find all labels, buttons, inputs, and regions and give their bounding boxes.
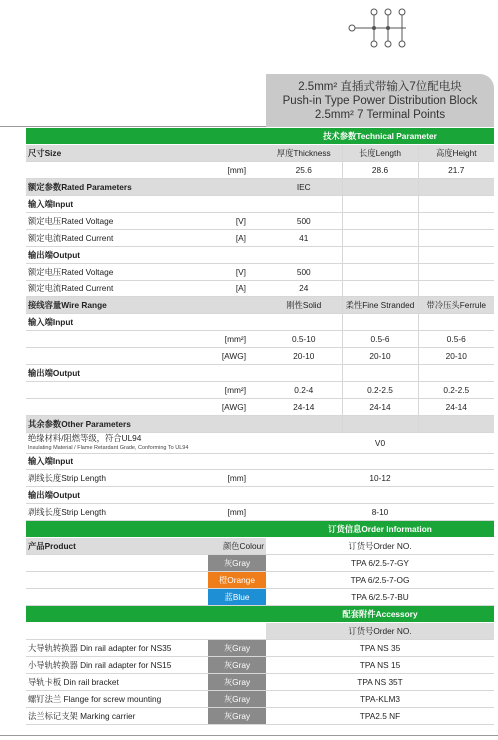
out-solid-awg: 24-14 [266, 398, 342, 415]
voltage-in-value: 500 [266, 212, 342, 229]
voltage-unit: [V] [186, 263, 266, 280]
wire-input-row [26, 314, 494, 331]
colour-label: 颜色Colour [186, 537, 266, 554]
strip-unit: [mm] [186, 504, 266, 521]
order-row [26, 588, 494, 605]
accessory-row [26, 639, 494, 656]
rated-voltage-label: 额定电压Rated Voltage [26, 263, 186, 280]
height-value: 21.7 [418, 162, 494, 179]
title-en: Push-in Type Power Distribution Block [282, 95, 478, 107]
rated-header-row [26, 179, 494, 196]
accessory-colour: 灰Gray [208, 640, 266, 656]
accessory-colour: 灰Gray [208, 691, 266, 707]
rated-current-label: 额定电流Rated Current [26, 280, 186, 297]
current-in-value: 41 [266, 229, 342, 246]
other-header-row [26, 415, 494, 432]
length-header: 长度Length [342, 145, 418, 162]
accessory-col-row [26, 622, 494, 639]
rated-current-in-row [26, 229, 494, 246]
wire-output-label: 输出端Output [26, 364, 186, 381]
awg-unit: [AWG] [186, 348, 266, 365]
order-number: TPA 6/2.5-7-BU [266, 588, 494, 605]
order-col-row [26, 537, 494, 554]
title-cn: 2.5mm² 直插式带输入7位配电块 [298, 81, 462, 93]
current-out-value: 24 [266, 280, 342, 297]
wire-in-awg-row [26, 348, 494, 365]
accessory-order-no-header: 订货号Order NO. [266, 622, 494, 639]
ferrule-header: 带冷压头Ferrule [418, 297, 494, 314]
colour-swatch-gray: 灰Gray [208, 555, 266, 571]
colour-swatch-orange: 橙Orange [208, 572, 266, 588]
strip-length-label: 剥线长度Strip Length [26, 470, 186, 487]
strip-input-label: 输入端Input [26, 453, 186, 470]
tech-header-row [26, 128, 494, 145]
colour-swatch-blue: 蓝Blue [208, 589, 266, 605]
accessory-number: TPA2.5 NF [266, 707, 494, 724]
rated-current-out-row [26, 280, 494, 297]
insulation-row [26, 432, 494, 453]
out-fine-awg: 24-14 [342, 398, 418, 415]
current-unit: [A] [186, 280, 266, 297]
voltage-unit: [V] [186, 212, 266, 229]
strip-output-row [26, 487, 494, 504]
in-ferrule-awg: 20-10 [418, 348, 494, 365]
order-number: TPA 6/2.5-7-GY [266, 554, 494, 571]
voltage-out-value: 500 [266, 263, 342, 280]
product-title-box [266, 74, 494, 127]
order-row [26, 554, 494, 571]
accessory-number: TPA NS 35 [266, 639, 494, 656]
wire-output-row [26, 364, 494, 381]
size-header-row [26, 145, 494, 162]
tech-header: 技术参数Technical Parameter [266, 128, 494, 145]
accessory-name: 螺钉法兰 Flange for screw mounting [26, 690, 186, 707]
bottom-divider [0, 735, 498, 736]
accessory-header-row [26, 605, 494, 622]
rated-label: 额定参数Rated Parameters [26, 179, 186, 196]
strip-unit: [mm] [186, 470, 266, 487]
in-fine-mm: 0.5-6 [342, 331, 418, 348]
accessory-row [26, 673, 494, 690]
rated-input-row [26, 196, 494, 213]
accessory-number: TPA NS 35T [266, 673, 494, 690]
accessory-row [26, 690, 494, 707]
accessory-name: 大导轨转换器 Din rail adapter for NS35 [26, 639, 186, 656]
accessory-number: TPA-KLM3 [266, 690, 494, 707]
size-label: 尺寸Size [26, 145, 186, 162]
insulation-label-en: Insulating Material / Flame Retardant Grade, Conforming To UL94 [28, 444, 189, 451]
terminal-schematic-icon [346, 6, 418, 50]
wire-input-label: 输入端Input [26, 314, 186, 331]
length-value: 28.6 [342, 162, 418, 179]
in-fine-awg: 20-10 [342, 348, 418, 365]
strip-length-label: 剥线长度Strip Length [26, 504, 186, 521]
solid-header: 刚性Solid [266, 297, 342, 314]
strip-in-value: 10-12 [266, 470, 494, 487]
size-unit: [mm] [186, 162, 266, 179]
size-values-row [26, 162, 494, 179]
order-number: TPA 6/2.5-7-OG [266, 571, 494, 588]
wire-in-mm-row [26, 331, 494, 348]
product-label: 产品Product [26, 537, 186, 554]
strip-out-row [26, 504, 494, 521]
insulation-label-cn: 绝缘材料/阻燃等级，符合UL94 [28, 432, 142, 443]
accessory-name: 导轨卡板 Din rail bracket [26, 673, 186, 690]
accessory-row [26, 656, 494, 673]
wire-label: 接线容量Wire Range [26, 297, 186, 314]
accessory-colour: 灰Gray [208, 657, 266, 673]
strip-output-label: 输出端Output [26, 487, 186, 504]
order-header: 订货信息Order Information [266, 521, 494, 538]
wire-out-awg-row [26, 398, 494, 415]
rated-voltage-out-row [26, 263, 494, 280]
in-solid-mm: 0.5-10 [266, 331, 342, 348]
accessory-colour: 灰Gray [208, 674, 266, 690]
out-fine-mm: 0.2-2.5 [342, 381, 418, 398]
accessory-row [26, 707, 494, 724]
in-solid-awg: 20-10 [266, 348, 342, 365]
wire-header-row [26, 297, 494, 314]
thickness-header: 厚度Thickness [266, 145, 342, 162]
order-header-row [26, 521, 494, 538]
out-solid-mm: 0.2-4 [266, 381, 342, 398]
accessory-colour: 灰Gray [208, 708, 266, 724]
rated-output-row [26, 246, 494, 263]
current-unit: [A] [186, 229, 266, 246]
in-ferrule-mm: 0.5-6 [418, 331, 494, 348]
accessory-number: TPA NS 15 [266, 656, 494, 673]
divider [0, 126, 266, 127]
order-no-header: 订货号Order NO. [266, 537, 494, 554]
other-label: 其余参数Other Parameters [26, 415, 186, 432]
wire-out-mm-row [26, 381, 494, 398]
accessory-name: 小导轨转换器 Din rail adapter for NS15 [26, 656, 186, 673]
strip-input-row [26, 453, 494, 470]
mm2-unit: [mm²] [186, 381, 266, 398]
rated-voltage-in-row [26, 212, 494, 229]
height-header: 高度Height [418, 145, 494, 162]
accessory-name: 法兰标记支架 Marking carrier [26, 707, 186, 724]
rated-input-label: 输入端Input [26, 196, 186, 213]
rated-voltage-label: 额定电压Rated Voltage [26, 212, 186, 229]
rated-output-label: 输出端Output [26, 246, 186, 263]
rated-current-label: 额定电流Rated Current [26, 229, 186, 246]
fine-stranded-header: 柔性Fine Stranded [342, 297, 418, 314]
out-ferrule-mm: 0.2-2.5 [418, 381, 494, 398]
mm2-unit: [mm²] [186, 331, 266, 348]
thickness-value: 25.6 [266, 162, 342, 179]
title-size: 2.5mm² 7 Terminal Points [314, 109, 446, 121]
strip-in-row [26, 470, 494, 487]
spec-table [26, 128, 494, 725]
order-row [26, 571, 494, 588]
rated-standard: IEC [266, 179, 342, 196]
awg-unit: [AWG] [186, 398, 266, 415]
accessory-header: 配套附件Accessory [266, 605, 494, 622]
strip-out-value: 8-10 [266, 504, 494, 521]
insulation-value: V0 [266, 432, 494, 453]
out-ferrule-awg: 24-14 [418, 398, 494, 415]
